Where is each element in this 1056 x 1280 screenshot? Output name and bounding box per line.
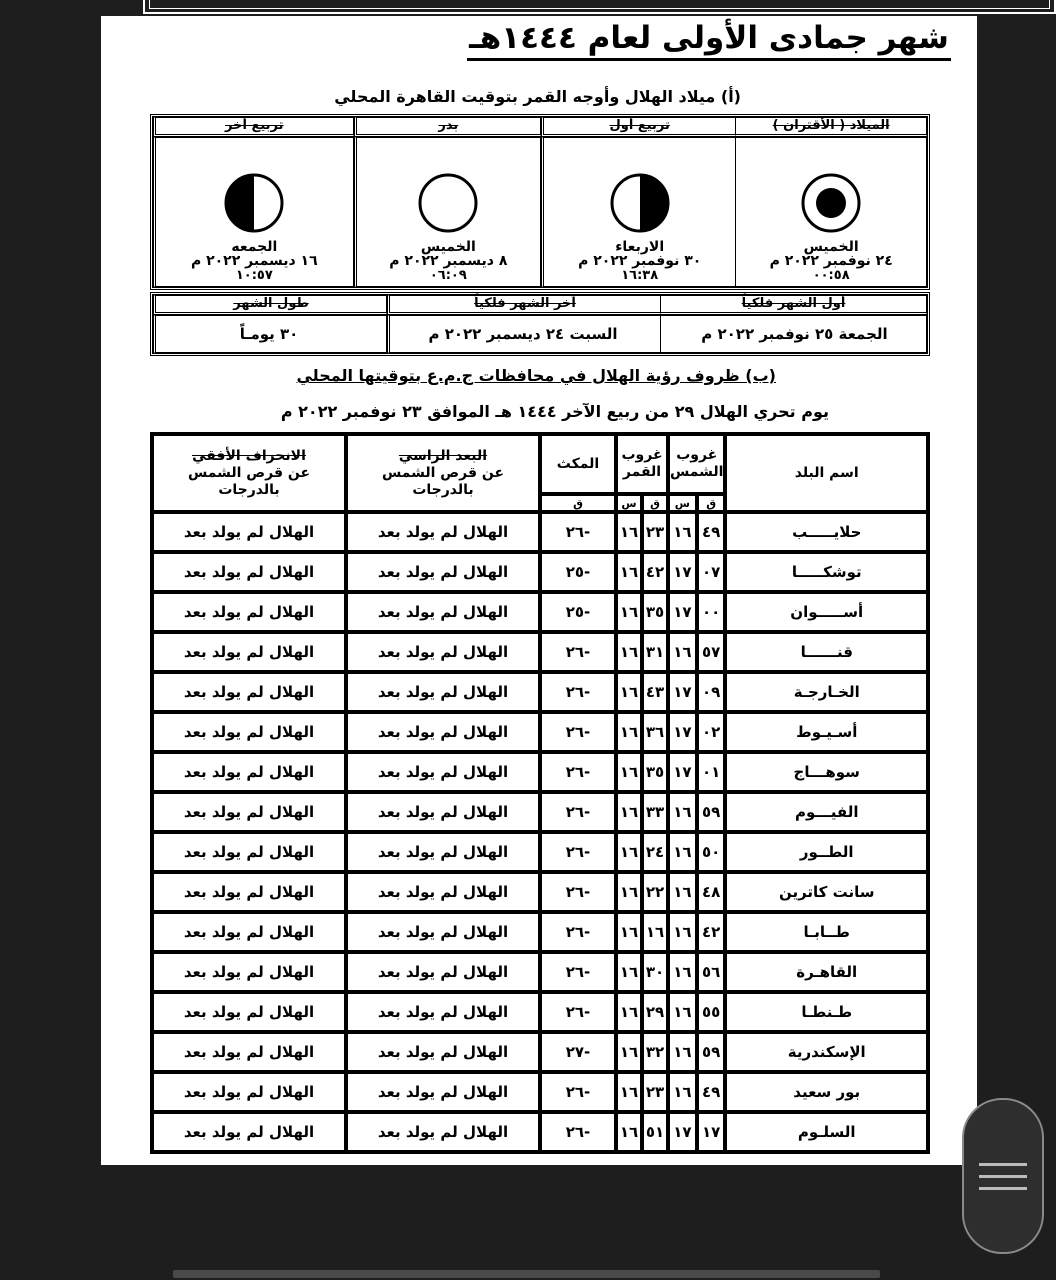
altitude-cell: الهلال لم يولد بعد (346, 832, 540, 872)
month-info-table (150, 292, 930, 356)
lag-cell: ٢٥- (540, 552, 616, 592)
grip-line (979, 1163, 1027, 1166)
moonset-minute-cell: ٣٦ (642, 712, 668, 752)
altitude-cell: الهلال لم يولد بعد (346, 1112, 540, 1152)
phase-day: الاربعاء (615, 239, 665, 255)
altitude-cell: الهلال لم يولد بعد (346, 1072, 540, 1112)
altitude-header-line2: عن قرص الشمس (381, 464, 505, 481)
month-end-value: السبت ٢٤ ديسمبر ٢٠٢٢ م (387, 315, 661, 353)
lag-cell: ٢٦- (540, 632, 616, 672)
phase-day: الخميس (803, 239, 859, 255)
sunset-hour-cell: ١٦ (668, 872, 697, 912)
table-row (152, 832, 928, 872)
table-row (152, 512, 928, 552)
city-cell: طــابـا (725, 912, 928, 952)
sunset-hour-cell: ١٧ (668, 552, 697, 592)
month-end-label: آخر الشهر فلكياً (387, 295, 661, 315)
new-moon-icon (800, 172, 862, 234)
lag-cell: ٢٧- (540, 1032, 616, 1072)
phase-date: ٣٠ نوفمبر ٢٠٢٢ م (578, 253, 702, 269)
altitude-cell: الهلال لم يولد بعد (346, 552, 540, 592)
city-header: اسم البلد (725, 434, 928, 512)
altitude-cell: الهلال لم يولد بعد (346, 792, 540, 832)
sunset-minute-cell: ٤٩ (697, 512, 726, 552)
city-cell: الإسكندرية (725, 1032, 928, 1072)
lag-cell: ٢٦- (540, 672, 616, 712)
moonset-hour-cell: ١٦ (616, 992, 642, 1032)
moonset-unit-hour: س (616, 494, 642, 512)
sunset-hour-cell: ١٧ (668, 672, 697, 712)
window-top-frame (143, 0, 1056, 14)
month-length-label: طول الشهر (153, 295, 387, 315)
azimuth-cell: الهلال لم يولد بعد (152, 552, 346, 592)
table-row (152, 912, 928, 952)
azimuth-cell: الهلال لم يولد بعد (152, 872, 346, 912)
sunset-header-line1: غروب (676, 447, 718, 463)
moonset-minute-cell: ٢٣ (642, 512, 668, 552)
moonset-minute-cell: ٣٠ (642, 952, 668, 992)
city-cell: أســـــوان (725, 592, 928, 632)
altitude-cell: الهلال لم يولد بعد (346, 592, 540, 632)
sunset-hour-cell: ١٦ (668, 912, 697, 952)
lag-cell: ٢٦- (540, 832, 616, 872)
lag-cell: ٢٦- (540, 752, 616, 792)
lag-header: المكث (540, 434, 616, 494)
azimuth-cell: الهلال لم يولد بعد (152, 832, 346, 872)
moon-phases-table (150, 114, 930, 290)
altitude-cell: الهلال لم يولد بعد (346, 632, 540, 672)
sunset-hour-cell: ١٧ (668, 712, 697, 752)
altitude-cell: الهلال لم يولد بعد (346, 952, 540, 992)
lag-cell: ٢٦- (540, 1072, 616, 1112)
phase-cell (736, 137, 927, 287)
phase-time: ٠٠:٥٨ (812, 268, 850, 283)
moonset-hour-cell: ١٦ (616, 872, 642, 912)
section-b-heading: (ب) ظروف رؤية الهلال في محافظات ج.م.ع بتوقيتها المحلي (296, 366, 776, 385)
section-a-heading: (أ) ميلاد الهلال وأوجه القمر بتوقيت القاهرة المحلي (334, 87, 741, 106)
moonset-minute-cell: ٣٣ (642, 792, 668, 832)
page-title (101, 20, 977, 61)
grip-line (979, 1175, 1027, 1178)
city-cell: بور سعيد (725, 1072, 928, 1112)
city-cell: السلـوم (725, 1112, 928, 1152)
lag-cell: ٢٦- (540, 712, 616, 752)
month-length-value: ٣٠ يومـاً (153, 315, 387, 353)
azimuth-cell: الهلال لم يولد بعد (152, 1072, 346, 1112)
azimuth-cell: الهلال لم يولد بعد (152, 632, 346, 672)
moonset-header-line2: القمر (622, 464, 662, 480)
azimuth-cell: الهلال لم يولد بعد (152, 792, 346, 832)
sunset-minute-cell: ١٧ (697, 1112, 726, 1152)
moonset-minute-cell: ٢٤ (642, 832, 668, 872)
sunset-minute-cell: ٠٢ (697, 712, 726, 752)
moonset-hour-cell: ١٦ (616, 952, 642, 992)
azimuth-cell: الهلال لم يولد بعد (152, 1112, 346, 1152)
phase-date: ٢٤ نوفمبر ٢٠٢٢ م (769, 253, 893, 269)
phase-date: ١٦ ديسمبر ٢٠٢٢ م (190, 253, 318, 269)
lag-cell: ٢٦- (540, 992, 616, 1032)
moonset-minute-cell: ٤٣ (642, 672, 668, 712)
azimuth-cell: الهلال لم يولد بعد (152, 952, 346, 992)
phase-cell (354, 137, 541, 287)
table-row (152, 672, 928, 712)
altitude-cell: الهلال لم يولد بعد (346, 672, 540, 712)
moonset-hour-cell: ١٦ (616, 592, 642, 632)
full-moon-icon (417, 172, 479, 234)
phase-date: ٨ ديسمبر ٢٠٢٢ م (389, 253, 508, 269)
moonset-minute-cell: ٣٢ (642, 1032, 668, 1072)
azimuth-header-line1: الانحراف الأفقي (192, 447, 306, 464)
moonset-minute-cell: ٤٢ (642, 552, 668, 592)
azimuth-cell: الهلال لم يولد بعد (152, 712, 346, 752)
city-cell: الخـارجـة (725, 672, 928, 712)
phase-label: تربيع أخر (153, 117, 354, 137)
table-row (152, 752, 928, 792)
sunset-hour-cell: ١٦ (668, 952, 697, 992)
grip-line (979, 1187, 1027, 1190)
altitude-cell: الهلال لم يولد بعد (346, 992, 540, 1032)
scroll-handle[interactable] (962, 1098, 1044, 1254)
phase-label: تربيع أول (541, 117, 736, 137)
sunset-minute-cell: ٤٩ (697, 1072, 726, 1112)
moonset-hour-cell: ١٦ (616, 752, 642, 792)
table-row (152, 712, 928, 752)
azimuth-cell: الهلال لم يولد بعد (152, 672, 346, 712)
altitude-cell: الهلال لم يولد بعد (346, 1032, 540, 1072)
sunset-hour-cell: ١٧ (668, 592, 697, 632)
moonset-hour-cell: ١٦ (616, 912, 642, 952)
sunset-minute-cell: ٥٩ (697, 792, 726, 832)
table-row (152, 1112, 928, 1152)
moonset-hour-cell: ١٦ (616, 1072, 642, 1112)
phase-time: ١٠:٥٧ (235, 268, 273, 283)
sunset-minute-cell: ٥٥ (697, 992, 726, 1032)
moonset-unit-minute: ق (642, 494, 668, 512)
first-quarter-moon-icon (609, 172, 671, 234)
sunset-unit-hour: س (668, 494, 697, 512)
sunset-hour-cell: ١٦ (668, 832, 697, 872)
table-row (152, 992, 928, 1032)
table-row (152, 792, 928, 832)
lag-cell: ٢٦- (540, 1112, 616, 1152)
crescent-visibility-table (150, 432, 930, 1154)
lag-cell: ٢٦- (540, 512, 616, 552)
document-page (101, 16, 977, 1165)
moonset-hour-cell: ١٦ (616, 1032, 642, 1072)
city-cell: قنــــــا (725, 632, 928, 672)
month-start-label: أول الشهر فلكياً (661, 295, 927, 315)
moonset-hour-cell: ١٦ (616, 552, 642, 592)
azimuth-header-line3: بالدرجات (218, 481, 280, 498)
observation-day-heading: يوم تحري الهلال ٢٩ من ربيع الآخر ١٤٤٤ هـ الموافق ٢٣ نوفمبر ٢٠٢٢ م (280, 402, 829, 421)
moonset-minute-cell: ٥١ (642, 1112, 668, 1152)
last-quarter-moon-icon (223, 172, 285, 234)
lag-unit: ق (540, 494, 616, 512)
city-cell: القاهـرة (725, 952, 928, 992)
city-cell: سانت كاترين (725, 872, 928, 912)
phase-label: بدر (354, 117, 541, 137)
altitude-cell: الهلال لم يولد بعد (346, 512, 540, 552)
moonset-hour-cell: ١٦ (616, 1112, 642, 1152)
table-row (152, 632, 928, 672)
sunset-hour-cell: ١٧ (668, 752, 697, 792)
moonset-minute-cell: ٣١ (642, 632, 668, 672)
table-row (152, 952, 928, 992)
azimuth-header (152, 434, 346, 512)
phase-cell (153, 137, 354, 287)
sunset-minute-cell: ٤٢ (697, 912, 726, 952)
lag-cell: ٢٦- (540, 912, 616, 952)
moonset-minute-cell: ٢٣ (642, 1072, 668, 1112)
azimuth-header-line2: عن قرص الشمس (187, 464, 311, 481)
sunset-hour-cell: ١٦ (668, 632, 697, 672)
azimuth-cell: الهلال لم يولد بعد (152, 752, 346, 792)
table-row (152, 1032, 928, 1072)
sunset-unit-minute: ق (697, 494, 726, 512)
moonset-minute-cell: ١٦ (642, 912, 668, 952)
altitude-cell: الهلال لم يولد بعد (346, 872, 540, 912)
moonset-minute-cell: ٢٢ (642, 872, 668, 912)
sunset-hour-cell: ١٦ (668, 792, 697, 832)
city-cell: الفيـــوم (725, 792, 928, 832)
azimuth-cell: الهلال لم يولد بعد (152, 992, 346, 1032)
sunset-minute-cell: ٠٩ (697, 672, 726, 712)
azimuth-cell: الهلال لم يولد بعد (152, 592, 346, 632)
altitude-cell: الهلال لم يولد بعد (346, 712, 540, 752)
moonset-header (616, 434, 668, 494)
moonset-minute-cell: ٣٥ (642, 592, 668, 632)
moonset-hour-cell: ١٦ (616, 672, 642, 712)
title-text: شهر جمادى الأولى لعام ١٤٤٤هـ (467, 20, 951, 61)
phase-label: الميلاد ( الأقتران ) (736, 117, 927, 137)
month-start-value: الجمعة ٢٥ نوفمبر ٢٠٢٢ م (661, 315, 927, 353)
sunset-minute-cell: ٥٧ (697, 632, 726, 672)
moonset-minute-cell: ٣٥ (642, 752, 668, 792)
moonset-hour-cell: ١٦ (616, 512, 642, 552)
lag-cell: ٢٥- (540, 592, 616, 632)
moonset-hour-cell: ١٦ (616, 832, 642, 872)
phase-day: الخميس (420, 239, 476, 255)
sunset-minute-cell: ٥٩ (697, 1032, 726, 1072)
moonset-hour-cell: ١٦ (616, 632, 642, 672)
sunset-minute-cell: ٠١ (697, 752, 726, 792)
phase-day: الجمعه (231, 239, 278, 255)
sunset-minute-cell: ٥٦ (697, 952, 726, 992)
moonset-minute-cell: ٢٩ (642, 992, 668, 1032)
azimuth-cell: الهلال لم يولد بعد (152, 912, 346, 952)
lag-cell: ٢٦- (540, 952, 616, 992)
sunset-header-line2: الشمس (670, 464, 724, 480)
table-row (152, 552, 928, 592)
city-cell: حلايـــــب (725, 512, 928, 552)
horizontal-scrollbar[interactable] (173, 1270, 880, 1278)
altitude-cell: الهلال لم يولد بعد (346, 752, 540, 792)
altitude-header-line3: بالدرجات (412, 481, 474, 498)
moonset-hour-cell: ١٦ (616, 792, 642, 832)
sunset-hour-cell: ١٦ (668, 512, 697, 552)
lag-cell: ٢٦- (540, 792, 616, 832)
sunset-hour-cell: ١٧ (668, 1112, 697, 1152)
phase-time: ٠٦:٠٩ (429, 268, 467, 283)
sunset-hour-cell: ١٦ (668, 1032, 697, 1072)
city-cell: طـنطـا (725, 992, 928, 1032)
city-cell: توشكـــــا (725, 552, 928, 592)
azimuth-cell: الهلال لم يولد بعد (152, 512, 346, 552)
altitude-header-line1: البعد الراسي (398, 447, 488, 464)
city-cell: أسـيـوط (725, 712, 928, 752)
phase-cell (541, 137, 736, 287)
table-row (152, 872, 928, 912)
sunset-minute-cell: ٤٨ (697, 872, 726, 912)
sunset-minute-cell: ٥٠ (697, 832, 726, 872)
city-cell: سوهـــاج (725, 752, 928, 792)
sunset-minute-cell: ٠٠ (697, 592, 726, 632)
phase-time: ١٦:٣٨ (621, 268, 659, 283)
moonset-hour-cell: ١٦ (616, 712, 642, 752)
altitude-cell: الهلال لم يولد بعد (346, 912, 540, 952)
table-row (152, 1072, 928, 1112)
city-cell: الطــور (725, 832, 928, 872)
sunset-hour-cell: ١٦ (668, 992, 697, 1032)
altitude-header (346, 434, 540, 512)
azimuth-cell: الهلال لم يولد بعد (152, 1032, 346, 1072)
table-row (152, 592, 928, 632)
sunset-header (668, 434, 725, 494)
sunset-minute-cell: ٠٧ (697, 552, 726, 592)
sunset-hour-cell: ١٦ (668, 1072, 697, 1112)
lag-cell: ٢٦- (540, 872, 616, 912)
moonset-header-line1: غروب (621, 447, 663, 463)
